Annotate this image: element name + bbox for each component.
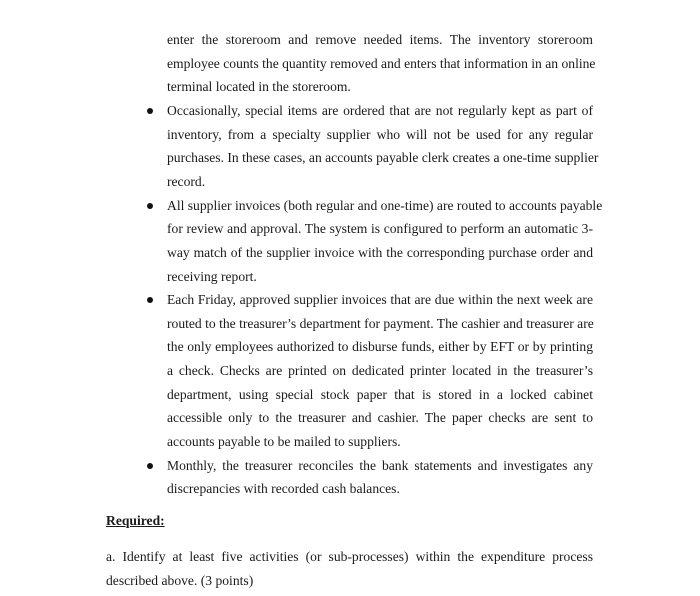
paragraph-line: All supplier invoices (both regular and one-time) are routed to accounts payable [167,197,603,213]
paragraph-line: accessible only to the treasurer and cashier. The paper checks are sent to [167,410,593,426]
paragraph-line: receiving report. [167,268,257,284]
required-question-line: a. Identify at least five activities (or sub-processes) within the expenditure process [106,549,593,564]
paragraph-line: for review and approval. The system is configured to perform an automatic 3- [167,221,593,237]
bullet-icon [147,297,153,303]
paragraph-line: terminal located in the storeroom. [167,79,351,95]
paragraph-line: discrepancies with recorded cash balances. [167,481,400,497]
paragraph-line: inventory, from a specialty supplier who will not be used for any regular [167,126,593,142]
paragraph-line: routed to the treasurer’s department for payment. The cashier and treasurer are [167,315,594,331]
paragraph-line: record. [167,173,206,189]
paragraph-line: Monthly, the treasurer reconciles the bank statements and investigates any [167,457,593,473]
required-question-line: described above. (3 points) [106,572,254,588]
bullet-icon [147,203,153,209]
bullet-icon [147,108,153,114]
bullet-icon [147,463,153,469]
required-heading: Required: [106,513,165,528]
paragraph-line: a check. Checks are printed on dedicated printer located in the treasurer’s [167,363,593,379]
paragraph-line: accounts payable to be mailed to suppliers. [167,434,401,450]
paragraph-line: way match of the supplier invoice with the corresponding purchase order and [167,244,593,260]
paragraph-line: enter the storeroom and remove needed items. The inventory storeroom [167,32,593,47]
paragraph-line: purchases. In these cases, an accounts payable clerk creates a one-time supplier [167,150,599,166]
paragraph-line: employee counts the quantity removed and enters that information in an online [167,55,596,71]
paragraph-line: department, using special stock paper that is stored in a locked cabinet [167,386,593,402]
paragraph-line: Each Friday, approved supplier invoices that are due within the next week are [167,292,593,308]
paragraph-line: the only employees authorized to disburse funds, either by EFT or by printing [167,339,593,355]
paragraph-line: Occasionally, special items are ordered that are not regularly kept as part of [167,102,593,118]
